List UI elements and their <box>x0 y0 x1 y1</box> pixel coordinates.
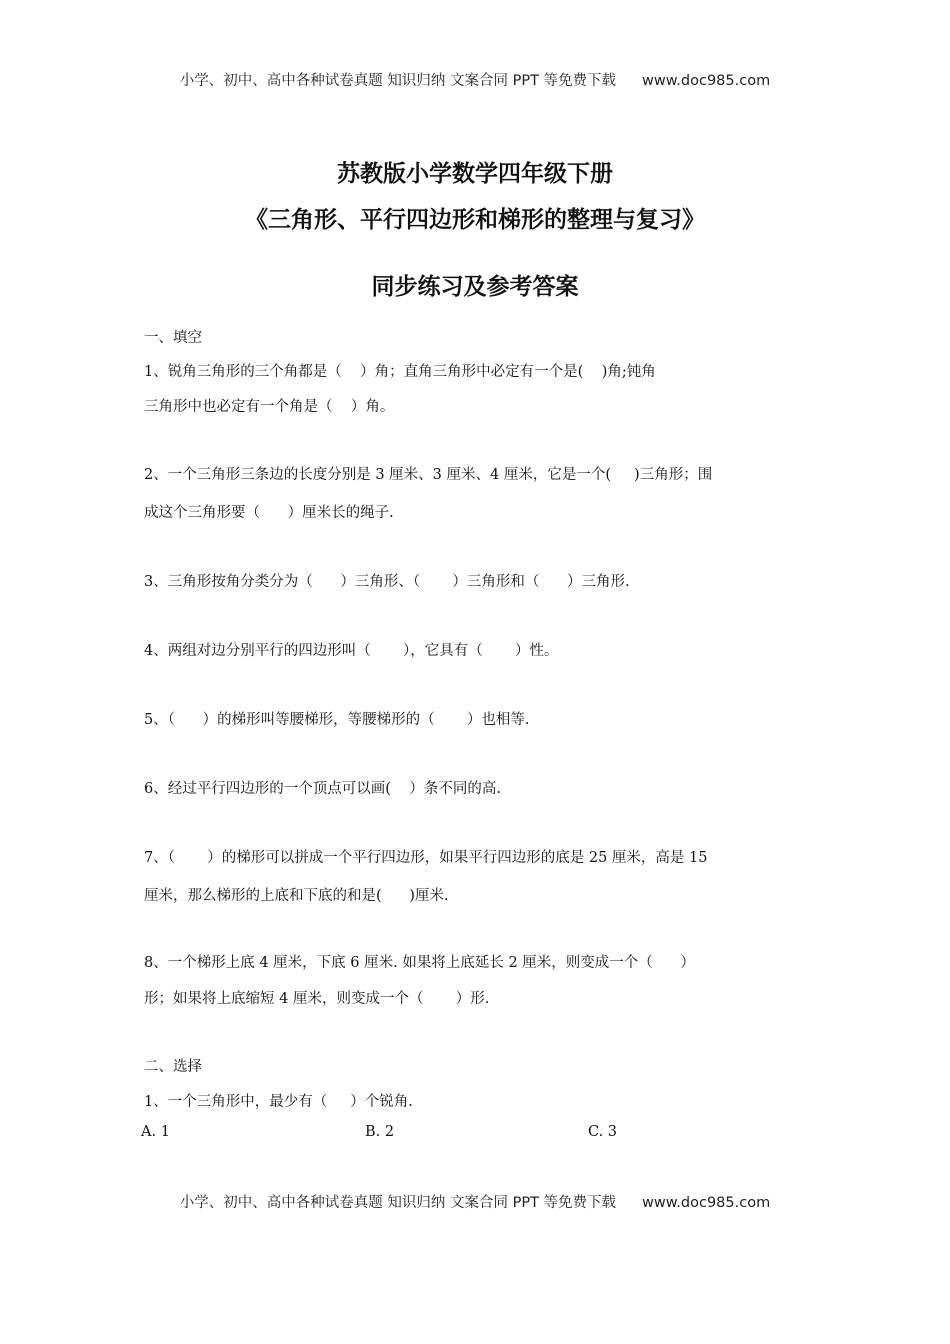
q2-line-1: 2、一个三角形三条边的长度分别是 3 厘米、3 厘米、4 厘米，它是一个( )三角形；围 <box>144 467 713 483</box>
choice-q1-line-1: 1、一个三角形中，最少有（ ）个锐角. <box>144 1094 413 1110</box>
q2-line-2: 成这个三角形要（ ）厘米长的绳子. <box>144 505 394 521</box>
option-b: B. 2 <box>365 1124 395 1140</box>
q8-line-1: 8、一个梯形上底 4 厘米，下底 6 厘米. 如果将上底延长 2 厘米，则变成一个（ ） <box>144 955 695 971</box>
page-header <box>0 69 950 90</box>
footer-url[interactable]: www.doc985.com <box>642 1195 771 1211</box>
option-c: C. 3 <box>588 1124 618 1140</box>
section-1-heading: 一、填空 <box>144 330 202 346</box>
q6-line-1: 6、经过平行四边形的一个顶点可以画( ）条不同的高. <box>144 781 501 797</box>
q3-line-1: 3、三角形按角分类分为（ ）三角形、（ ）三角形和（ ）三角形. <box>144 574 630 590</box>
q7-line-1: 7、（ ）的梯形可以拼成一个平行四边形，如果平行四边形的底是 25 厘米，高是 15 <box>144 850 708 866</box>
header-text: 小学、初中、高中各种试卷真题 知识归纳 文案合同 PPT 等免费下载 <box>179 73 617 89</box>
q5-line-1: 5、（ ）的梯形叫等腰梯形，等腰梯形的（ ）也相等. <box>144 712 530 728</box>
footer-text: 小学、初中、高中各种试卷真题 知识归纳 文案合同 PPT 等免费下载 <box>179 1195 617 1211</box>
title-line-1: 苏教版小学数学四年级下册 <box>337 161 613 187</box>
page-footer <box>0 1191 950 1212</box>
title-line-2: 《三角形、平行四边形和梯形的整理与复习》 <box>245 207 705 233</box>
q1-line-2: 三角形中也必定有一个角是（ ）角。 <box>144 399 395 415</box>
q4-line-1: 4、两组对边分别平行的四边形叫（ ），它具有（ ）性。 <box>144 643 559 659</box>
title-line-3: 同步练习及参考答案 <box>371 274 579 300</box>
section-2-heading: 二、选择 <box>144 1059 202 1075</box>
q1-line-1: 1、锐角三角形的三个角都是（ ）角；直角三角形中必定有一个是( )角;钝角 <box>144 364 656 380</box>
option-a: A. 1 <box>141 1124 170 1140</box>
q8-line-2: 形；如果将上底缩短 4 厘米，则变成一个（ ）形. <box>144 991 490 1007</box>
header-url[interactable]: www.doc985.com <box>642 73 771 89</box>
q7-line-2: 厘米，那么梯形的上底和下底的和是( )厘米. <box>144 888 449 904</box>
